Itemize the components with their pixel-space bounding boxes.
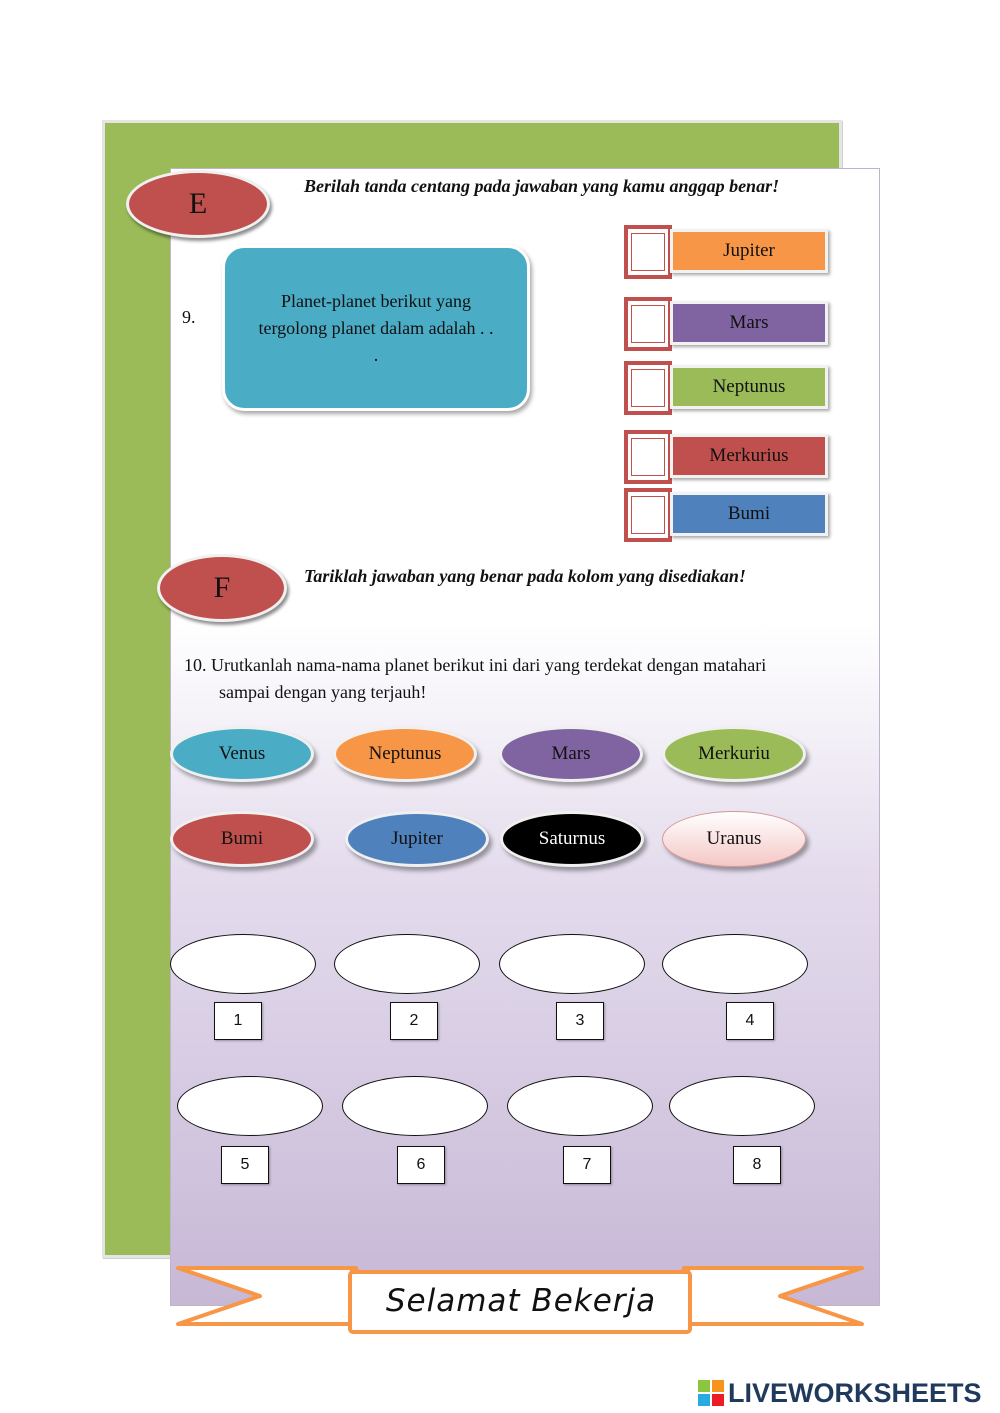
option-label-neptunus: Neptunus: [670, 365, 828, 409]
planet-venus[interactable]: [170, 726, 314, 782]
checkbox-jupiter[interactable]: [624, 225, 672, 279]
planet-label: Mars: [551, 743, 591, 764]
answer-slot-8[interactable]: [669, 1076, 815, 1136]
planet-merkuriu[interactable]: [662, 726, 806, 782]
option-neptunus: [624, 361, 830, 415]
slot-number-8: 8: [733, 1146, 781, 1184]
question-10-text: [184, 652, 854, 706]
planet-label: Jupiter: [391, 828, 443, 849]
section-e-letter: E: [188, 187, 208, 220]
checkbox-bumi[interactable]: [624, 488, 672, 542]
answer-slot-1[interactable]: [170, 934, 316, 994]
question-9-line-1: Planet-planet berikut yang: [281, 290, 471, 311]
planet-label: Merkuriu: [698, 743, 770, 764]
option-label-jupiter: Jupiter: [670, 229, 828, 273]
answer-slot-5[interactable]: [177, 1076, 323, 1136]
planet-label: Venus: [218, 743, 266, 764]
option-label-merkurius: Merkurius: [670, 434, 828, 478]
section-f-badge: [157, 554, 287, 622]
question-10-line-2: sampai dengan yang terjauh!: [219, 682, 427, 702]
planet-uranus[interactable]: [662, 811, 806, 867]
question-9-number: 9.: [182, 307, 196, 327]
slot-number-1: 1: [214, 1002, 262, 1040]
answer-slot-6[interactable]: [342, 1076, 488, 1136]
planet-label: Neptunus: [368, 743, 442, 764]
planet-jupiter[interactable]: [345, 811, 489, 867]
option-bumi: [624, 488, 830, 542]
option-mars: [624, 297, 830, 351]
planet-mars[interactable]: [499, 726, 643, 782]
question-10-line-1: 10. Urutkanlah nama-nama planet berikut ini dari yang terdekat dengan matahari: [184, 655, 767, 675]
checkbox-merkurius[interactable]: [624, 430, 672, 484]
planet-bumi[interactable]: [170, 811, 314, 867]
slot-number-2: 2: [390, 1002, 438, 1040]
option-label-mars: Mars: [670, 301, 828, 345]
option-label-bumi: Bumi: [670, 492, 828, 536]
answer-slot-7[interactable]: [507, 1076, 653, 1136]
planet-label: Uranus: [706, 828, 762, 849]
question-9-line-2: tergolong planet dalam adalah . .: [258, 317, 494, 338]
brand-name: LIVEWORKSHEETS: [728, 1377, 982, 1408]
slot-number-3: 3: [556, 1002, 604, 1040]
option-jupiter: [624, 225, 830, 279]
question-9-line-3: .: [373, 344, 379, 365]
answer-slot-2[interactable]: [334, 934, 480, 994]
planet-saturnus[interactable]: [500, 811, 644, 867]
planet-label: Saturnus: [538, 828, 606, 849]
answer-slot-4[interactable]: [662, 934, 808, 994]
banner-text: Selamat Bekerja: [385, 1283, 657, 1319]
liveworksheets-mark-icon: [698, 1380, 724, 1406]
section-f-instruction: Tariklah jawaban yang benar pada kolom yang disediakan!: [304, 566, 746, 586]
question-9-box: [222, 245, 530, 411]
option-merkurius: [624, 430, 830, 484]
checkbox-neptunus[interactable]: [624, 361, 672, 415]
section-e-instruction: Berilah tanda centang pada jawaban yang kamu anggap benar!: [304, 176, 780, 196]
planet-label: Bumi: [220, 828, 264, 849]
checkbox-mars[interactable]: [624, 297, 672, 351]
liveworksheets-logo: [698, 1376, 994, 1410]
slot-number-7: 7: [563, 1146, 611, 1184]
slot-number-4: 4: [726, 1002, 774, 1040]
slot-number-6: 6: [397, 1146, 445, 1184]
planet-neptunus[interactable]: [333, 726, 477, 782]
slot-number-5: 5: [221, 1146, 269, 1184]
section-e-badge: [126, 170, 270, 238]
answer-slot-3[interactable]: [499, 934, 645, 994]
section-f-letter: F: [213, 571, 231, 604]
